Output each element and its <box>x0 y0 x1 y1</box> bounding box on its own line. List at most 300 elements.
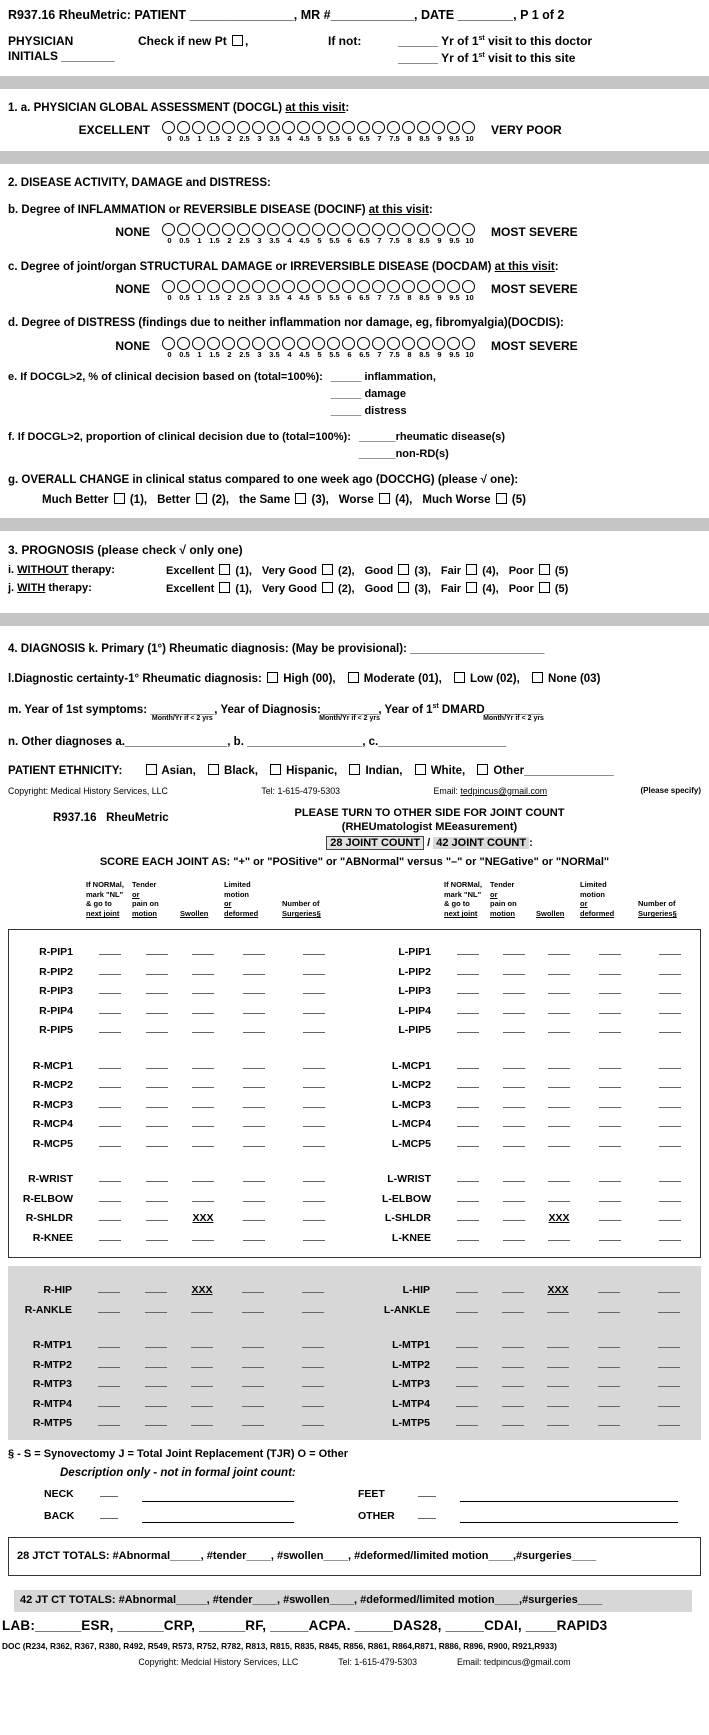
joint-score-field[interactable] <box>146 1231 168 1241</box>
joint-score-field[interactable] <box>243 1098 265 1108</box>
scale-circle[interactable] <box>282 337 295 350</box>
scale-circle[interactable] <box>162 121 175 134</box>
checkbox-the-same[interactable] <box>295 493 306 504</box>
other-diagnoses-line[interactable]: n. Other diagnoses a.________________, b. __________________, c.____________________ <box>8 736 507 749</box>
scale-circle[interactable] <box>312 337 325 350</box>
scale-circle[interactable] <box>327 280 340 293</box>
scale-circle[interactable] <box>252 223 265 236</box>
joint-score-field[interactable] <box>99 1192 121 1202</box>
joint-score-field[interactable] <box>659 965 681 975</box>
joint-score-field[interactable] <box>99 1098 121 1108</box>
joint-score-field[interactable] <box>503 1098 525 1108</box>
joint-score-field[interactable] <box>659 945 681 955</box>
joint-score-field[interactable] <box>503 1117 525 1127</box>
checkbox-very-good[interactable] <box>322 564 333 575</box>
scale-circle[interactable] <box>372 337 385 350</box>
joint-score-field[interactable] <box>192 1098 214 1108</box>
checkbox-fair[interactable] <box>466 582 477 593</box>
scale-circle[interactable] <box>237 337 250 350</box>
joint-score-field[interactable] <box>191 1358 213 1368</box>
joint-score-field[interactable] <box>303 945 325 955</box>
joint-score-field[interactable] <box>191 1377 213 1387</box>
joint-score-field[interactable] <box>547 1377 569 1387</box>
scale-circle[interactable] <box>192 337 205 350</box>
joint-score-field[interactable] <box>146 945 168 955</box>
joint-score-field[interactable] <box>192 945 214 955</box>
other-score-field[interactable] <box>418 1508 436 1519</box>
joint-score-field[interactable] <box>98 1416 120 1426</box>
joint-score-field[interactable] <box>548 1098 570 1108</box>
feet-description-field[interactable] <box>460 1491 678 1502</box>
checkbox-black[interactable] <box>208 764 219 775</box>
joint-score-field[interactable] <box>303 1117 325 1127</box>
scale-circle[interactable] <box>237 223 250 236</box>
scale-circle[interactable] <box>357 121 370 134</box>
scale-circle[interactable] <box>402 121 415 134</box>
joint-score-field[interactable] <box>146 1004 168 1014</box>
joint-score-field[interactable] <box>457 1231 479 1241</box>
joint-score-field[interactable] <box>99 1137 121 1147</box>
joint-score-field[interactable] <box>303 1231 325 1241</box>
scale-circle[interactable] <box>267 337 280 350</box>
joint-score-field[interactable] <box>456 1283 478 1293</box>
joint-score-field[interactable] <box>599 1192 621 1202</box>
scale-circle[interactable] <box>297 280 310 293</box>
e-distress-field[interactable]: _____ distress <box>330 404 407 417</box>
joint-score-field[interactable] <box>99 1172 121 1182</box>
joint-score-field[interactable] <box>503 945 525 955</box>
joint-score-field[interactable] <box>98 1397 120 1407</box>
joint-score-field[interactable] <box>599 1023 621 1033</box>
joint-score-field[interactable] <box>146 1117 168 1127</box>
joint-score-field[interactable] <box>243 945 265 955</box>
joint-score-field[interactable] <box>192 1059 214 1069</box>
scale-circle[interactable] <box>327 337 340 350</box>
joint-score-field[interactable] <box>457 965 479 975</box>
joint-score-field[interactable] <box>658 1416 680 1426</box>
scale-circle[interactable] <box>252 121 265 134</box>
scale-circle[interactable] <box>267 280 280 293</box>
joint-score-field[interactable] <box>548 965 570 975</box>
physician-initials-field[interactable]: INITIALS ________ <box>8 48 115 63</box>
scale-circle[interactable] <box>207 223 220 236</box>
joint-score-field[interactable] <box>598 1338 620 1348</box>
joint-score-field[interactable] <box>146 1059 168 1069</box>
e-inflammation-field[interactable]: _____ inflammation, <box>330 371 436 383</box>
joint-score-field[interactable] <box>658 1303 680 1313</box>
scale-circle[interactable] <box>282 121 295 134</box>
joint-score-field[interactable] <box>145 1283 167 1293</box>
joint-score-field[interactable] <box>98 1358 120 1368</box>
scale-circle[interactable] <box>252 280 265 293</box>
joint-score-field[interactable] <box>503 1004 525 1014</box>
joint-score-field[interactable] <box>659 1192 681 1202</box>
scale-circle[interactable] <box>432 280 445 293</box>
scale-circle[interactable] <box>252 337 265 350</box>
joint-score-field[interactable] <box>303 1137 325 1147</box>
joint-score-field[interactable] <box>303 984 325 994</box>
joint-score-field[interactable] <box>146 1078 168 1088</box>
joint-score-field[interactable] <box>503 984 525 994</box>
joint-score-field[interactable] <box>98 1377 120 1387</box>
checkbox-fair[interactable] <box>466 564 477 575</box>
joint-score-field[interactable] <box>599 1098 621 1108</box>
year-first-symptoms-field[interactable]: __________ Month/Yr if < 2 yrs <box>150 703 215 722</box>
joint-score-field[interactable] <box>303 1059 325 1069</box>
joint-score-field[interactable] <box>502 1377 524 1387</box>
scale-circle[interactable] <box>447 280 460 293</box>
joint-score-field[interactable] <box>242 1416 264 1426</box>
scale-circle[interactable] <box>297 121 310 134</box>
joint-score-field[interactable] <box>503 1023 525 1033</box>
joint-score-field[interactable] <box>457 1172 479 1182</box>
new-patient-checkbox[interactable] <box>232 35 243 46</box>
scale-circle[interactable] <box>372 280 385 293</box>
joint-score-field[interactable] <box>242 1397 264 1407</box>
joint-score-field[interactable] <box>502 1358 524 1368</box>
joint-score-field[interactable] <box>659 1023 681 1033</box>
scale-circle[interactable] <box>462 223 475 236</box>
checkbox-poor[interactable] <box>539 564 550 575</box>
joint-score-field[interactable] <box>503 965 525 975</box>
joint-score-field[interactable] <box>191 1338 213 1348</box>
joint-score-field[interactable] <box>146 1172 168 1182</box>
scale-circle[interactable] <box>402 337 415 350</box>
joint-score-field[interactable] <box>456 1358 478 1368</box>
scale-circle[interactable] <box>297 337 310 350</box>
joint-score-field[interactable] <box>146 965 168 975</box>
joint-score-field[interactable] <box>599 1059 621 1069</box>
joint-score-field[interactable] <box>457 1059 479 1069</box>
scale-circle[interactable] <box>462 121 475 134</box>
joint-score-field[interactable] <box>457 1078 479 1088</box>
joint-score-field[interactable] <box>191 1397 213 1407</box>
scale-circle[interactable] <box>177 337 190 350</box>
scale-circle[interactable] <box>432 337 445 350</box>
scale-circle[interactable] <box>282 223 295 236</box>
scale-circle[interactable] <box>162 280 175 293</box>
scale-circle[interactable] <box>342 121 355 134</box>
joint-score-field[interactable] <box>303 1172 325 1182</box>
joint-score-field[interactable] <box>192 1004 214 1014</box>
scale-circle[interactable] <box>417 280 430 293</box>
scale-circle[interactable] <box>372 121 385 134</box>
joint-score-field[interactable] <box>502 1303 524 1313</box>
joint-score-field[interactable] <box>243 1023 265 1033</box>
joint-score-field[interactable] <box>243 1137 265 1147</box>
joint-score-field[interactable] <box>99 965 121 975</box>
joint-score-field[interactable] <box>502 1416 524 1426</box>
checkbox-excellent[interactable] <box>219 582 230 593</box>
scale-circle[interactable] <box>177 121 190 134</box>
joint-score-field[interactable] <box>659 1059 681 1069</box>
joint-score-field[interactable] <box>503 1078 525 1088</box>
scale-circle[interactable] <box>387 223 400 236</box>
joint-score-field[interactable] <box>599 1117 621 1127</box>
scale-circle[interactable] <box>357 223 370 236</box>
joint-score-field[interactable] <box>243 965 265 975</box>
checkbox-very-good[interactable] <box>322 582 333 593</box>
scale-circle[interactable] <box>447 337 460 350</box>
joint-score-field[interactable] <box>99 1211 121 1221</box>
joint-score-field[interactable] <box>146 1192 168 1202</box>
joint-score-field[interactable] <box>503 1059 525 1069</box>
joint-score-field[interactable] <box>548 1231 570 1241</box>
joint-score-field[interactable] <box>145 1397 167 1407</box>
scale-circle[interactable] <box>447 121 460 134</box>
joint-score-field[interactable] <box>98 1283 120 1293</box>
scale-circle[interactable] <box>417 223 430 236</box>
joint-score-field[interactable] <box>99 1231 121 1241</box>
year-dmard-field[interactable]: _________ Month/Yr if < 2 yrs <box>483 703 544 722</box>
joint-score-field[interactable] <box>99 1004 121 1014</box>
joint-score-field[interactable] <box>243 1192 265 1202</box>
joint-score-field[interactable] <box>302 1338 324 1348</box>
neck-description-field[interactable] <box>142 1491 294 1502</box>
joint-score-field[interactable] <box>548 1192 570 1202</box>
joint-score-field[interactable] <box>457 1098 479 1108</box>
joint-score-field[interactable] <box>659 1211 681 1221</box>
email-link[interactable]: tedpincus@gmail.com <box>460 785 548 796</box>
joint-score-field[interactable] <box>99 945 121 955</box>
joint-score-field[interactable] <box>243 1211 265 1221</box>
joint-score-field[interactable] <box>599 1004 621 1014</box>
joint-score-field[interactable] <box>303 1211 325 1221</box>
joint-score-field[interactable] <box>243 1172 265 1182</box>
joint-score-field[interactable] <box>457 1137 479 1147</box>
joint-score-field[interactable] <box>145 1416 167 1426</box>
joint-score-field[interactable] <box>243 1078 265 1088</box>
f-rheumatic-field[interactable]: ______rheumatic disease(s) <box>358 431 506 444</box>
joint-score-field[interactable] <box>548 984 570 994</box>
scale-circle[interactable] <box>177 223 190 236</box>
joint-score-field[interactable] <box>599 1078 621 1088</box>
joint-score-field[interactable] <box>599 1137 621 1147</box>
joint-score-field[interactable] <box>145 1303 167 1313</box>
scale-circle[interactable] <box>342 280 355 293</box>
joint-score-field[interactable] <box>659 1098 681 1108</box>
scale-circle[interactable] <box>357 337 370 350</box>
yr-first-visit-site[interactable]: ______ Yr of 1st visit to this site <box>398 50 576 65</box>
joint-score-field[interactable] <box>99 984 121 994</box>
joint-score-field[interactable] <box>146 1098 168 1108</box>
joint-score-field[interactable] <box>302 1283 324 1293</box>
scale-circle[interactable] <box>327 121 340 134</box>
joint-score-field[interactable] <box>658 1377 680 1387</box>
joint-score-field[interactable] <box>503 1137 525 1147</box>
checkbox-hispanic[interactable] <box>270 764 281 775</box>
joint-score-field[interactable] <box>599 1172 621 1182</box>
joint-score-field[interactable] <box>457 1117 479 1127</box>
feet-score-field[interactable] <box>418 1486 436 1497</box>
joint-score-field[interactable] <box>242 1283 264 1293</box>
joint-score-field[interactable] <box>658 1358 680 1368</box>
joint-score-field[interactable] <box>548 1023 570 1033</box>
joint-score-field[interactable] <box>456 1338 478 1348</box>
joint-score-field[interactable] <box>547 1397 569 1407</box>
totals-42-row[interactable]: 42 JT CT TOTALS: #Abnormal_____, #tender____, #swollen____, #deformed/limited motion____,#surgeries____ <box>14 1590 692 1612</box>
yr-first-visit-doctor[interactable]: ______ Yr of 1st visit to this doctor <box>398 33 593 48</box>
joint-score-field[interactable] <box>99 1117 121 1127</box>
f-nonrd-field[interactable]: ______non-RD(s) <box>358 448 449 460</box>
joint-score-field[interactable] <box>658 1283 680 1293</box>
joint-score-field[interactable] <box>192 1172 214 1182</box>
joint-score-field[interactable] <box>192 1137 214 1147</box>
joint-score-field[interactable] <box>192 1192 214 1202</box>
back-description-field[interactable] <box>142 1512 294 1523</box>
scale-circle[interactable] <box>192 223 205 236</box>
scale-circle[interactable] <box>207 121 220 134</box>
joint-score-field[interactable] <box>548 1172 570 1182</box>
checkbox-much-worse[interactable] <box>496 493 507 504</box>
joint-score-field[interactable] <box>99 1059 121 1069</box>
scale-circle[interactable] <box>207 337 220 350</box>
joint-score-field[interactable] <box>146 1023 168 1033</box>
joint-score-field[interactable] <box>456 1397 478 1407</box>
joint-score-field[interactable] <box>598 1397 620 1407</box>
joint-score-field[interactable] <box>548 1078 570 1088</box>
joint-score-field[interactable] <box>598 1358 620 1368</box>
joint-score-field[interactable] <box>99 1023 121 1033</box>
joint-score-field[interactable] <box>456 1416 478 1426</box>
joint-score-field[interactable] <box>457 1004 479 1014</box>
scale-circle[interactable] <box>192 121 205 134</box>
joint-score-field[interactable] <box>457 1211 479 1221</box>
joint-score-field[interactable] <box>302 1416 324 1426</box>
joint-score-field[interactable] <box>502 1397 524 1407</box>
joint-score-field[interactable] <box>658 1397 680 1407</box>
scale-circle[interactable] <box>207 280 220 293</box>
checkbox-indian[interactable] <box>349 764 360 775</box>
joint-score-field[interactable] <box>659 1117 681 1127</box>
joint-score-field[interactable] <box>598 1416 620 1426</box>
checkbox-much-better[interactable] <box>114 493 125 504</box>
joint-score-field[interactable] <box>192 984 214 994</box>
joint-score-field[interactable] <box>243 984 265 994</box>
scale-circle[interactable] <box>222 280 235 293</box>
joint-score-field[interactable] <box>548 1137 570 1147</box>
checkbox-white[interactable] <box>415 764 426 775</box>
joint-score-field[interactable] <box>145 1358 167 1368</box>
checkbox-high-00[interactable] <box>267 672 278 683</box>
scale-circle[interactable] <box>342 337 355 350</box>
joint-score-field[interactable] <box>659 984 681 994</box>
joint-score-field[interactable] <box>659 1231 681 1241</box>
joint-score-field[interactable] <box>191 1303 213 1313</box>
joint-score-field[interactable] <box>598 1283 620 1293</box>
scale-circle[interactable] <box>357 280 370 293</box>
joint-score-field[interactable] <box>192 1117 214 1127</box>
scale-circle[interactable] <box>327 223 340 236</box>
primary-diagnosis-field[interactable]: _____________________ <box>410 643 545 655</box>
scale-circle[interactable] <box>222 121 235 134</box>
scale-circle[interactable] <box>402 280 415 293</box>
checkbox-excellent[interactable] <box>219 564 230 575</box>
totals-28-box[interactable]: 28 JTCT TOTALS: #Abnormal_____, #tender____, #swollen____, #deformed/limited motion____,#surgeries____ <box>8 1537 701 1577</box>
other-description-field[interactable] <box>460 1512 678 1523</box>
joint-score-field[interactable] <box>548 1117 570 1127</box>
scale-circle[interactable] <box>387 280 400 293</box>
joint-score-field[interactable] <box>659 1004 681 1014</box>
joint-score-field[interactable] <box>242 1377 264 1387</box>
joint-score-field[interactable] <box>192 1023 214 1033</box>
joint-score-field[interactable] <box>503 1192 525 1202</box>
back-score-field[interactable] <box>100 1508 118 1519</box>
checkbox-good[interactable] <box>398 564 409 575</box>
joint-score-field[interactable] <box>302 1303 324 1313</box>
joint-score-field[interactable] <box>145 1338 167 1348</box>
scale-circle[interactable] <box>282 280 295 293</box>
scale-circle[interactable] <box>447 223 460 236</box>
scale-circle[interactable] <box>162 223 175 236</box>
joint-score-field[interactable] <box>548 1059 570 1069</box>
scale-circle[interactable] <box>372 223 385 236</box>
checkbox-better[interactable] <box>196 493 207 504</box>
joint-score-field[interactable] <box>243 1117 265 1127</box>
joint-score-field[interactable] <box>192 1231 214 1241</box>
checkbox-low-02[interactable] <box>454 672 465 683</box>
joint-score-field[interactable] <box>599 1211 621 1221</box>
joint-score-field[interactable] <box>145 1377 167 1387</box>
scale-circle[interactable] <box>417 121 430 134</box>
lab-line[interactable]: LAB:______ESR, ______CRP, ______RF, _____ACPA. _____DAS28, _____CDAI, ____RAPID3 <box>2 1618 608 1634</box>
scale-circle[interactable] <box>402 223 415 236</box>
joint-score-field[interactable] <box>191 1416 213 1426</box>
joint-score-field[interactable] <box>599 945 621 955</box>
scale-circle[interactable] <box>222 337 235 350</box>
joint-score-field[interactable] <box>658 1338 680 1348</box>
joint-score-field[interactable] <box>303 1023 325 1033</box>
joint-score-field[interactable] <box>146 1211 168 1221</box>
scale-circle[interactable] <box>417 337 430 350</box>
joint-score-field[interactable] <box>599 965 621 975</box>
joint-score-field[interactable] <box>243 1004 265 1014</box>
joint-score-field[interactable] <box>303 1078 325 1088</box>
joint-score-field[interactable] <box>659 1172 681 1182</box>
scale-circle[interactable] <box>387 121 400 134</box>
joint-score-field[interactable] <box>502 1283 524 1293</box>
joint-score-field[interactable] <box>503 1172 525 1182</box>
scale-circle[interactable] <box>297 223 310 236</box>
joint-score-field[interactable] <box>547 1416 569 1426</box>
joint-score-field[interactable] <box>599 1231 621 1241</box>
joint-score-field[interactable] <box>242 1303 264 1313</box>
scale-circle[interactable] <box>342 223 355 236</box>
e-damage-field[interactable]: _____ damage <box>330 387 407 400</box>
joint-score-field[interactable] <box>457 984 479 994</box>
joint-score-field[interactable] <box>192 965 214 975</box>
joint-score-field[interactable] <box>547 1303 569 1313</box>
joint-score-field[interactable] <box>192 1078 214 1088</box>
joint-score-field[interactable] <box>302 1358 324 1368</box>
joint-score-field[interactable] <box>303 965 325 975</box>
joint-score-field[interactable] <box>99 1078 121 1088</box>
joint-score-field[interactable] <box>503 1211 525 1221</box>
checkbox-good[interactable] <box>398 582 409 593</box>
joint-score-field[interactable] <box>456 1303 478 1313</box>
scale-circle[interactable] <box>387 337 400 350</box>
joint-score-field[interactable] <box>146 984 168 994</box>
joint-score-field[interactable] <box>302 1397 324 1407</box>
scale-circle[interactable] <box>432 223 445 236</box>
joint-score-field[interactable] <box>146 1137 168 1147</box>
joint-score-field[interactable] <box>659 1137 681 1147</box>
scale-circle[interactable] <box>312 280 325 293</box>
checkbox-asian[interactable] <box>146 764 157 775</box>
joint-score-field[interactable] <box>598 1303 620 1313</box>
joint-score-field[interactable] <box>98 1303 120 1313</box>
scale-circle[interactable] <box>222 223 235 236</box>
